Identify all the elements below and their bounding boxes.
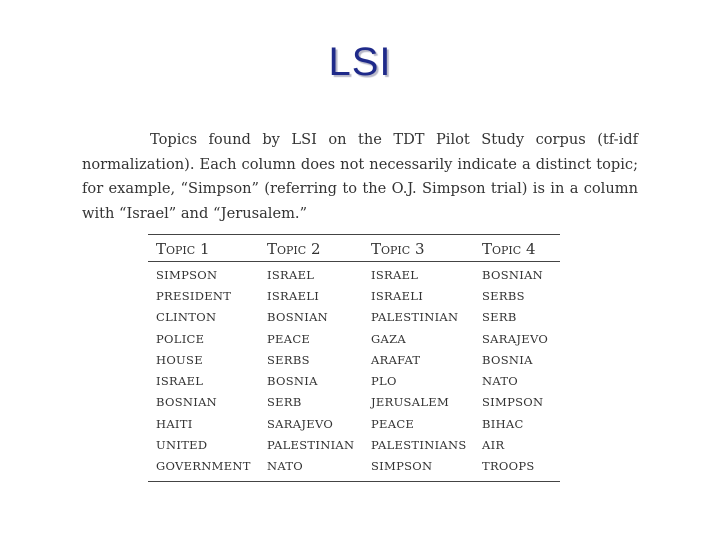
- table-row: [148, 434, 560, 455]
- table-cell: PALESTINIAN: [267, 438, 355, 453]
- table-header-row: [148, 235, 560, 262]
- table-cell: BOSNIAN: [156, 395, 218, 410]
- topics-table: [148, 234, 560, 482]
- table-cell: BOSNIAN: [482, 267, 544, 282]
- column-header-topic-1: Topic 1: [148, 235, 259, 262]
- table-cell: SIMPSON: [482, 395, 544, 410]
- table-cell: SERBS: [267, 352, 310, 367]
- table-cell: AIR: [482, 438, 505, 453]
- table-cell: BOSNIA: [482, 352, 533, 367]
- table-cell: PEACE: [371, 416, 415, 431]
- table-cell: SIMPSON: [371, 459, 433, 474]
- table-cell: POLICE: [156, 331, 205, 346]
- table-cell: UNITED: [156, 438, 208, 453]
- table-row: [148, 285, 560, 306]
- table-cell: PEACE: [267, 331, 311, 346]
- table-cell: ISRAEL: [267, 267, 315, 282]
- table-cell: JERUSALEM: [371, 395, 450, 410]
- table-cell: ISRAEL: [371, 267, 419, 282]
- table-cell: PRESIDENT: [156, 288, 232, 303]
- table-cell: SARAJEVO: [482, 331, 549, 346]
- table-row: [148, 328, 560, 349]
- table-cell: BOSNIA: [267, 374, 318, 389]
- table-row: [148, 349, 560, 370]
- table-cell: ISRAELI: [267, 288, 320, 303]
- table-cell: NATO: [267, 459, 304, 474]
- table-cell: ISRAELI: [371, 288, 424, 303]
- table-caption: Topics found by LSI on the TDT Pilot Study corpus (tf-idf normalization). Each column does not necessarily indicate a distinct topic; for example, “Simpson” (referring to the O.J. Simpson trial) is in a column with “Israel” and “Jerusalem.”: [82, 131, 638, 222]
- table-cell: HOUSE: [156, 352, 203, 367]
- table-row: [148, 262, 560, 286]
- column-header-topic-3: Topic 3: [363, 235, 474, 262]
- table-cell: SERB: [267, 395, 302, 410]
- table-cell: SERBS: [482, 288, 525, 303]
- column-header-topic-4: Topic 4: [474, 235, 560, 262]
- table-cell: SARAJEVO: [267, 416, 334, 431]
- topics-table-container: [148, 234, 560, 482]
- table-cell: TROOPS: [482, 459, 535, 474]
- column-header-topic-2: Topic 2: [259, 235, 363, 262]
- table-cell: BIHAC: [482, 416, 524, 431]
- table-cell: SERB: [482, 310, 517, 325]
- slide-title: LSI: [328, 40, 392, 84]
- table-cell: ARAFAT: [371, 352, 421, 367]
- table-cell: ISRAEL: [156, 374, 204, 389]
- table-row: [148, 370, 560, 391]
- table-row: [148, 392, 560, 413]
- table-row: [148, 413, 560, 434]
- table-row: [148, 307, 560, 328]
- table-cell: GOVERNMENT: [156, 459, 251, 474]
- table-cell: NATO: [482, 374, 519, 389]
- table-cell: PALESTINIAN: [371, 310, 459, 325]
- table-cell: CLINTON: [156, 310, 217, 325]
- table-cell: SIMPSON: [156, 267, 218, 282]
- table-row: [148, 456, 560, 482]
- table-cell: PLO: [371, 374, 397, 389]
- table-cell: PALESTINIANS: [371, 438, 467, 453]
- table-cell: BOSNIAN: [267, 310, 329, 325]
- table-cell: GAZA: [371, 331, 406, 346]
- table-cell: HAITI: [156, 416, 193, 431]
